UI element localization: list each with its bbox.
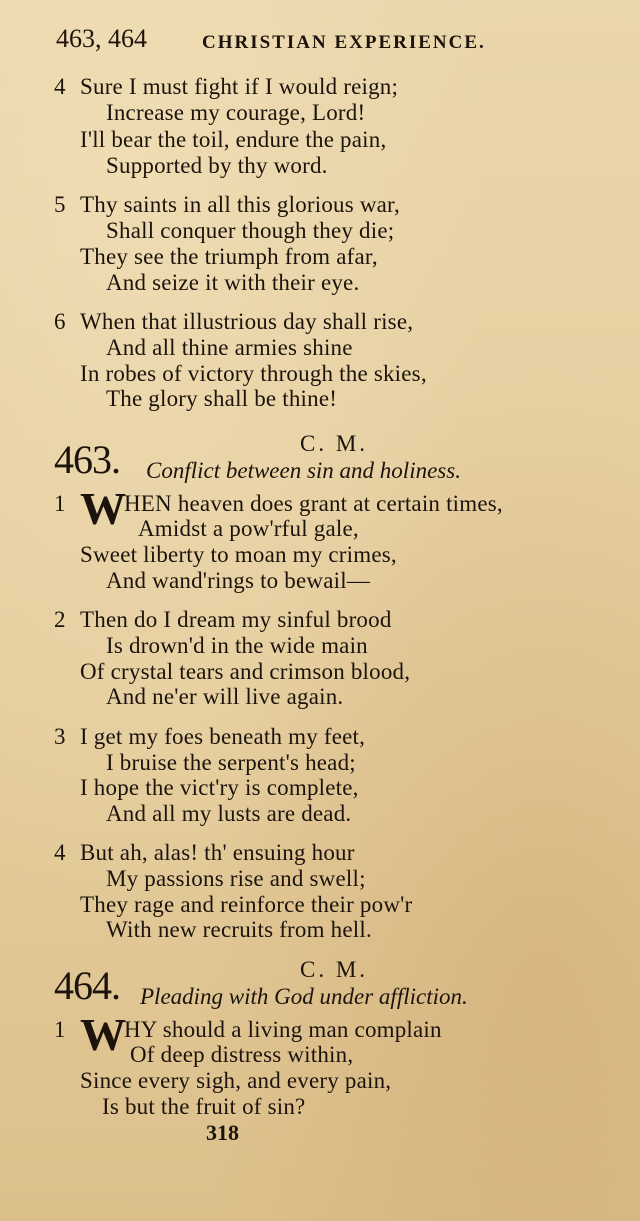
hymn-subject: Conflict between sin and holiness.	[146, 458, 461, 483]
verse-line: Amidst a pow'rful gale,	[138, 516, 359, 541]
verse-line: And all thine armies shine	[106, 335, 353, 360]
verse-number: 3	[54, 724, 66, 749]
verse-line: I'll bear the toil, endure the pain,	[80, 127, 387, 152]
verse-line: Of deep distress within,	[130, 1042, 354, 1067]
verse-line: They see the triumph from afar,	[80, 244, 378, 269]
drop-cap: W	[80, 1009, 126, 1060]
verse-line: Supported by thy word.	[106, 153, 328, 178]
verse-line: HY should a living man complain	[124, 1017, 442, 1042]
hymn-number: 463.	[54, 437, 120, 482]
hymn-meter: C. M.	[300, 957, 369, 982]
verse-line: The glory shall be thine!	[106, 386, 338, 411]
verse-line: I get my foes beneath my feet,	[80, 724, 366, 749]
verse-line: Since every sigh, and every pain,	[80, 1068, 392, 1093]
verse-number: 6	[54, 309, 66, 334]
verse-line: I bruise the serpent's head;	[106, 750, 356, 775]
drop-cap: W	[80, 483, 126, 534]
verse-line: And ne'er will live again.	[106, 684, 344, 709]
verse-line: In robes of victory through the skies,	[80, 361, 427, 386]
verse-line: Sure I must fight if I would reign;	[80, 74, 399, 99]
verse-line: Thy saints in all this glorious war,	[80, 192, 400, 217]
verse-number: 1	[54, 491, 66, 516]
hymn-subject: Pleading with God under affliction.	[140, 984, 468, 1009]
verse-line: But ah, alas! th' ensuing hour	[80, 840, 355, 865]
verse-line: Is drown'd in the wide main	[106, 633, 368, 658]
page-number: 318	[206, 1120, 239, 1145]
verse-number: 5	[54, 192, 66, 217]
running-head-numbers: 463, 464	[56, 24, 147, 53]
verse-line: With new recruits from hell.	[106, 917, 372, 942]
running-head-title: CHRISTIAN EXPERIENCE.	[202, 32, 486, 53]
verse-line: I hope the vict'ry is complete,	[80, 775, 359, 800]
verse-number: 2	[54, 607, 66, 632]
verse-line: HEN heaven does grant at certain times,	[124, 491, 503, 516]
verse-line: And all my lusts are dead.	[106, 801, 352, 826]
verse-line: My passions rise and swell;	[106, 866, 366, 891]
verse-line: When that illustrious day shall rise,	[80, 309, 414, 334]
verse-number: 1	[54, 1017, 66, 1042]
verse-line: Is but the fruit of sin?	[102, 1094, 306, 1119]
verse-line: Shall conquer though they die;	[106, 218, 395, 243]
verse-line: Increase my courage, Lord!	[106, 100, 366, 125]
verse-number: 4	[54, 840, 66, 865]
verse-line: And wand'rings to bewail—	[106, 568, 371, 593]
hymn-meter: C. M.	[300, 431, 369, 456]
verse-line: And seize it with their eye.	[106, 270, 360, 295]
verse-number: 4	[54, 74, 66, 99]
verse-line: Sweet liberty to moan my crimes,	[80, 542, 397, 567]
verse-line: Of crystal tears and crimson blood,	[80, 659, 411, 684]
verse-line: Then do I dream my sinful brood	[80, 607, 392, 632]
hymn-number: 464.	[54, 963, 120, 1008]
running-head	[56, 24, 616, 60]
verse-line: They rage and reinforce their pow'r	[80, 892, 413, 917]
